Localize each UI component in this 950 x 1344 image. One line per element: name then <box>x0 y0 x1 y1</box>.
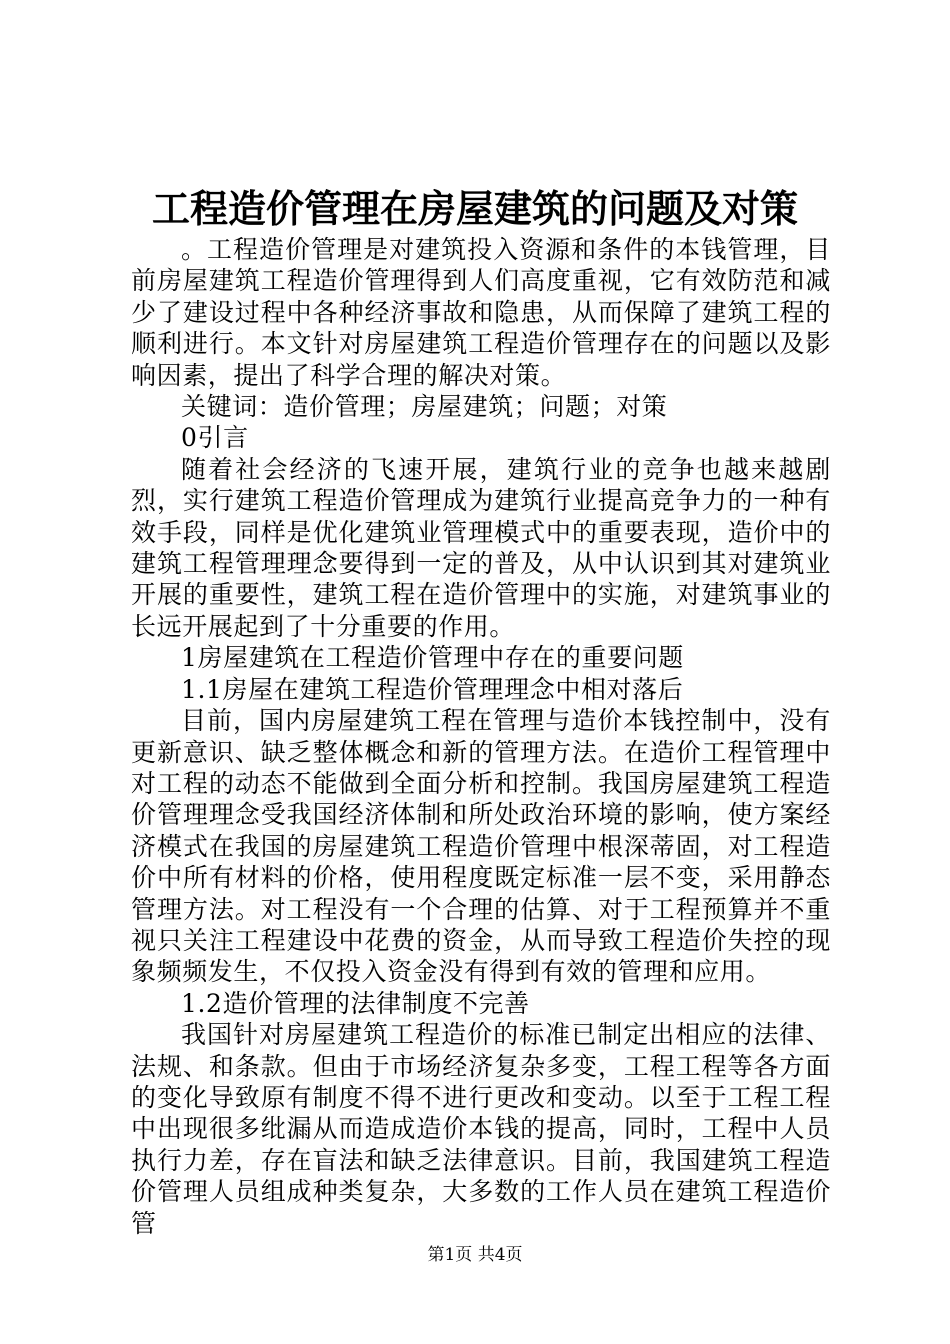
paragraph-intro: 随着社会经济的飞速开展，建筑行业的竞争也越来越剧烈，实行建筑工程造价管理成为建筑行业提高竞争力的一种有效手段，同样是优化建筑业管理模式中的重要表现，造价中的建筑工程管理理念要得到一定的普及，从中认识到其对建筑业开展的重要性，建筑工程在造价管理中的实施，对建筑事业的长远开展起到了十分重要的作用。 <box>131 454 831 641</box>
keywords-line: 关键词：造价管理；房屋建筑；问题；对策 <box>181 392 668 422</box>
section-heading-1: 1房屋建筑在工程造价管理中存在的重要问题 <box>181 643 684 673</box>
paragraph-1-1: 目前，国内房屋建筑工程在管理与造价本钱控制中，没有更新意识、缺乏整体概念和新的管理方法。在造价工程管理中对工程的动态不能做到全面分析和控制。我国房屋建筑工程造价管理理念受我国经济体制和所处政治环境的影响，使方案经济模式在我国的房屋建筑工程造价管理中根深蒂固，对工程造价中所有材料的价格，使用程度既定标准一层不变，采用静态管理方法。对工程没有一个合理的估算、对于工程预算并不重视只关注工程建设中花费的资金，从而导致工程造价失控的现象频频发生，不仅投入资金没有得到有效的管理和应用。 <box>131 706 831 987</box>
paragraph-abstract: 。工程造价管理是对建筑投入资源和条件的本钱管理，目前房屋建筑工程造价管理得到人们高度重视，它有效防范和减少了建设过程中各种经济事故和隐患，从而保障了建筑工程的顺利进行。本文针对房屋建筑工程造价管理存在的问题以及影响因素，提出了科学合理的解决对策。 <box>131 235 831 390</box>
section-heading-intro: 0引言 <box>181 423 249 453</box>
document-title: 工程造价管理在房屋建筑的问题及对策 <box>151 186 798 231</box>
page-footer: 第1页 共4页 <box>427 1245 523 1265</box>
subsection-heading-1-2: 1.2造价管理的法律制度不完善 <box>181 988 530 1018</box>
document-body <box>131 234 831 1239</box>
paragraph-1-2: 我国针对房屋建筑工程造价的标准已制定出相应的法律、法规、和条款。但由于市场经济复杂多变，工程工程等各方面的变化导致原有制度不得不进行更改和变动。以至于工程工程中出现很多纰漏从而造成造价本钱的提高，同时，工程中人员执行力差，存在盲法和缺乏法律意识。目前，我国建筑工程造价管理人员组成种类复杂，大多数的工作人员在建筑工程造价管 <box>131 1020 831 1238</box>
subsection-heading-1-1: 1.1房屋在建筑工程造价管理理念中相对落后 <box>181 674 684 704</box>
